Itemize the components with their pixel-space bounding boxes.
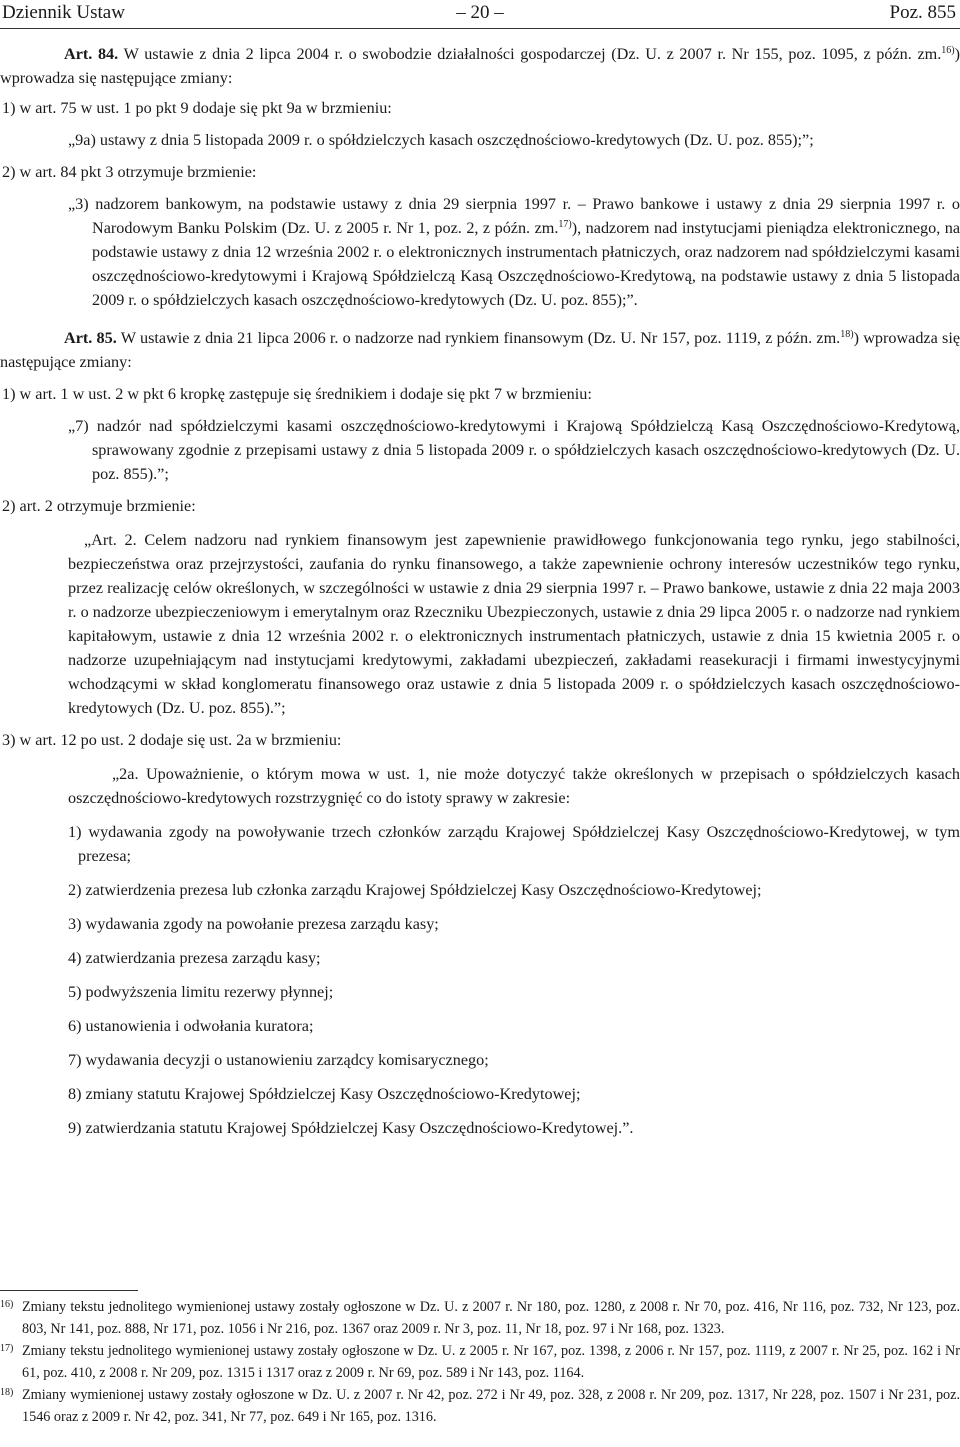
list-item: 7) wydawania decyzji o ustanowieniu zarządcy komisarycznego;	[68, 1051, 489, 1069]
footnote-text: Zmiany tekstu jednolitego wymienionej ustawy zostały ogłoszone w Dz. U. z 2005 r. Nr 167, poz. 1398, z 2006 r. Nr 157, poz. 1119, z 2007 r. Nr 25, poz. 162 i Nr 61, poz. 410, z 2008 r. Nr 209, poz. 1315 i 1317 oraz z 2009 r. Nr 69, poz. 589 i Nr 143, poz. 1164.	[22, 1343, 960, 1381]
article-85-point-2-quote: „Art. 2. Celem nadzoru nad rynkiem finansowym jest zapewnienie prawidłowego funkcjonowania tego rynku, jego stabilności, bezpieczeństwa oraz przejrzystości, zaufania do rynku finansowego, a także zapewnienie ochrony interesów uczestników tego rynku, przez realizację celów określonych, w szczególności w ustawie z dnia 29 sierpnia 1997 r. – Prawo bankowe, ustawie z dnia 22 maja 2003 r. o nadzorze ubezpieczeniowym i emerytalnym oraz Rzeczniku Ubezpieczonych, ustawie z dnia 29 lipca 2005 r. o nadzorze nad rynkiem kapitałowym, ustawie z dnia 12 września 2002 r. o elektronicznych instrumentach płatniczych, ustawie z dnia 15 kwietnia 2005 r. o nadzorze uzupełniającym nad instytucjami kredytowymi, zakładami ubezpieczeń, zakładami reasekuracji i firmami inwestycyjnymi wchodzącymi w skład konglomeratu finansowego oraz ustawie z dnia 5 listopada 2009 r. o spółdzielczych kasach oszczędnościowo-kredytowych (Dz. U. poz. 855).”;	[68, 531, 960, 717]
footnote-ref-17: 17)	[558, 219, 572, 230]
footnote-text: Zmiany tekstu jednolitego wymienionej ustawy zostały ogłoszone w Dz. U. z 2007 r. Nr 180, poz. 1280, z 2008 r. Nr 70, poz. 416, Nr 116, poz. 732, Nr 123, poz. 803, Nr 141, poz. 888, Nr 171, poz. 1056 i Nr 216, poz. 1367 oraz 2009 r. Nr 3, poz. 11, Nr 18, poz. 97 i Nr 168, poz. 1323.	[22, 1299, 960, 1337]
footnotes	[0, 1296, 960, 1428]
footnote-16	[0, 1296, 960, 1340]
page-header	[0, 0, 960, 30]
footnote-mark: 17)	[0, 1343, 14, 1354]
footnote-mark: 16)	[0, 1299, 14, 1310]
article-84-point-2: 2) w art. 84 pkt 3 otrzymuje brzmienie:	[2, 163, 257, 181]
article-84-label: Art. 84.	[64, 45, 119, 63]
article-84-point-1: 1) w art. 75 w ust. 1 po pkt 9 dodaje się pkt 9a w brzmieniu:	[2, 99, 392, 117]
article-85-point-3: 3) w art. 12 po ust. 2 dodaje się ust. 2a w brzmieniu:	[2, 731, 342, 749]
article-84-intro	[0, 42, 960, 90]
position-number: Poz. 855	[889, 2, 956, 23]
list-item: 9) zatwierdzania statutu Krajowej Spółdzielczej Kasy Oszczędnościowo-Kredytowej.”.	[68, 1119, 634, 1137]
footnote-rule	[0, 1290, 138, 1291]
list-item: 5) podwyższenia limitu rezerwy płynnej;	[68, 983, 334, 1001]
list-item: 3) wydawania zgody na powołanie prezesa zarządu kasy;	[68, 915, 439, 933]
article-85-label: Art. 85.	[64, 329, 117, 347]
list-item: 4) zatwierdzania prezesa zarządu kasy;	[68, 949, 321, 967]
article-84-text-a: W ustawie z dnia 2 lipca 2004 r. o swobodzie działalności gospodarczej (Dz. U. z 2007 r. Nr 155, poz. 1095, z późn. zm.	[123, 45, 942, 63]
list-item: 2) zatwierdzenia prezesa lub członka zarządu Krajowej Spółdzielczej Kasy Oszczędnościowo-Kredytowej;	[68, 881, 762, 899]
list-item: 1) wydawania zgody na powoływanie trzech członków zarządu Krajowej Spółdzielczej Kasy Oszczędnościowo-Kredytowej, w tym prezesa;	[68, 823, 960, 865]
footnote-18	[0, 1384, 960, 1428]
list-item: 8) zmiany statutu Krajowej Spółdzielczej Kasy Oszczędnościowo-Kredytowej;	[68, 1085, 581, 1103]
footnote-17	[0, 1340, 960, 1384]
article-85-point-1-quote: „7) nadzór nad spółdzielczymi kasami oszczędnościowo-kredytowymi i Krajową Spółdzielczą Kasą Oszczędnościowo-Kredytową, sprawowany zgodnie z przepisami ustawy z dnia 5 listopada 2009 r. o spółdzielczych kasach oszczędnościowo-kredytowych (Dz. U. poz. 855).”;	[68, 417, 960, 483]
article-84-point-2-quote	[0, 192, 960, 312]
article-85-point-1: 1) w art. 1 w ust. 2 w pkt 6 kropkę zastępuje się średnikiem i dodaje się pkt 7 w brzmieniu:	[2, 385, 592, 403]
header-rule	[0, 28, 960, 29]
page-number: – 20 –	[456, 2, 504, 23]
article-85-intro	[0, 326, 960, 374]
article-85-text-b: ) wprowadza się następujące zmiany:	[0, 329, 960, 371]
article-85-point-3-quote: „2a. Upoważnienie, o którym mowa w ust. 1, nie może dotyczyć także określonych w przepisach o spółdzielczych kasach oszczędnościowo-kredytowych rozstrzygnięć co do istoty sprawy w zakresie:	[68, 765, 960, 807]
document-body	[0, 42, 960, 1140]
article-84-text-b: ) wprowadza się następujące zmiany:	[0, 45, 960, 87]
article-84-point-1-quote: „9a) ustawy z dnia 5 listopada 2009 r. o spółdzielczych kasach oszczędnościowo-kredytowych (Dz. U. poz. 855);”;	[68, 131, 814, 149]
article-84-quote-text-a: „3) nadzorem bankowym, na podstawie ustawy z dnia 29 sierpnia 1997 r. – Prawo bankowe i ustawy z dnia 29 sierpnia 1997 r. o Narodowym Banku Polskim (Dz. U. z 2005 r. Nr 1, poz. 2, z późn. zm.	[68, 195, 960, 237]
footnote-ref-18: 18)	[840, 329, 854, 340]
article-84-quote-text-b: ), nadzorem nad instytucjami pieniądza elektronicznego, na podstawie ustawy z dnia 12 września 2002 r. o elektronicznych instrumentach płatniczych, oraz nadzorem nad spółdzielczymi kasami oszczędnościowo-kredytowymi i Krajową Spółdzielczą Kasą Oszczędnościowo-Kredytową, na podstawie ustawy z dnia 5 listopada 2009 r. o spółdzielczych kasach oszczędnościowo-kredytowych (Dz. U. poz. 855);”.	[92, 219, 960, 309]
article-85-point-2: 2) art. 2 otrzymuje brzmienie:	[2, 497, 196, 515]
article-85-text-a: W ustawie z dnia 21 lipca 2006 r. o nadzorze nad rynkiem finansowym (Dz. U. Nr 157, poz. 1119, z późn. zm.	[120, 329, 841, 347]
footnote-mark: 18)	[0, 1387, 14, 1398]
list-item: 6) ustanowienia i odwołania kuratora;	[68, 1017, 314, 1035]
footnote-ref-16: 16)	[941, 45, 955, 56]
journal-title: Dziennik Ustaw	[2, 2, 125, 23]
footnote-text: Zmiany wymienionej ustawy zostały ogłoszone w Dz. U. z 2007 r. Nr 42, poz. 272 i Nr 49, poz. 328, z 2008 r. Nr 209, poz. 1317, Nr 228, poz. 1507 i Nr 231, poz. 1546 oraz z 2009 r. Nr 42, poz. 341, Nr 77, poz. 649 i Nr 165, poz. 1316.	[22, 1387, 960, 1425]
